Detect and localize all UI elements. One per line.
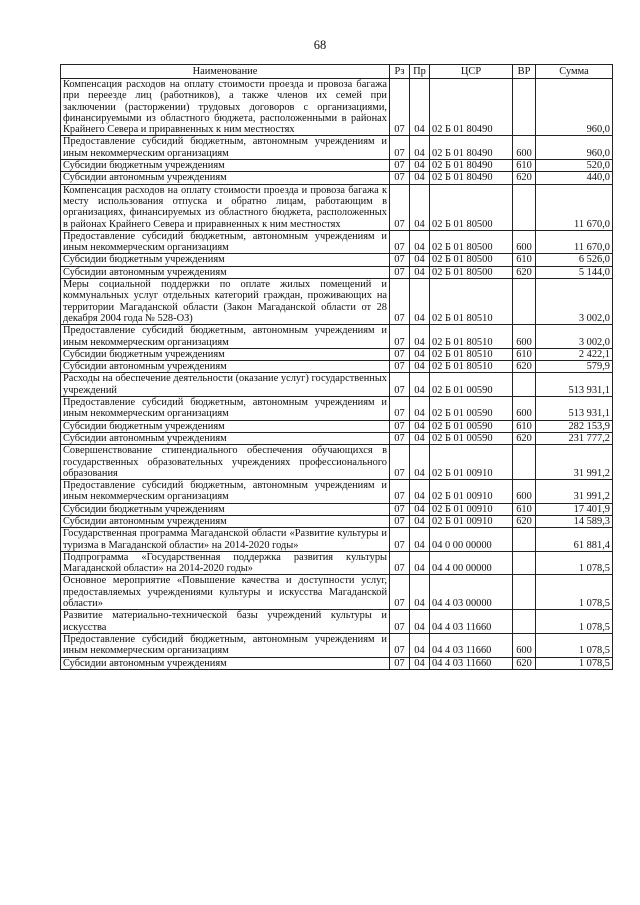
row-pr: 04 xyxy=(410,254,430,266)
row-csr: 02 Б 01 80510 xyxy=(430,361,513,373)
row-vr: 600 xyxy=(513,480,536,504)
row-rz: 07 xyxy=(390,254,410,266)
row-csr: 02 Б 01 00910 xyxy=(430,445,513,480)
row-name: Предоставление субсидий бюджетным, автономным учреждениям и иным некоммерческим организациям xyxy=(61,633,390,657)
row-pr: 04 xyxy=(410,480,430,504)
header-vr: ВР xyxy=(513,65,536,79)
row-sum: 14 589,3 xyxy=(536,515,613,527)
row-rz: 07 xyxy=(390,657,410,669)
table-row xyxy=(61,373,613,397)
row-vr: 620 xyxy=(513,515,536,527)
row-name: Предоставление субсидий бюджетным, автономным учреждениям и иным некоммерческим организациям xyxy=(61,325,390,349)
row-name: Субсидии автономным учреждениям xyxy=(61,515,390,527)
row-sum: 1 078,5 xyxy=(536,610,613,634)
row-name: Субсидии автономным учреждениям xyxy=(61,172,390,184)
row-vr xyxy=(513,184,536,230)
table-row xyxy=(61,528,613,552)
row-pr: 04 xyxy=(410,420,430,432)
row-name: Предоставление субсидий бюджетным, автономным учреждениям и иным некоммерческим организациям xyxy=(61,480,390,504)
row-pr: 04 xyxy=(410,610,430,634)
row-name: Компенсация расходов на оплату стоимости проезда и провоза багажа при переезде лиц (работников), а также членов их семей при заключении (расторжении) трудовых договоров с организациями, финансируемыми из областного бюджета, расположенными в районах Крайнего Севера и приравненных к ним местностях xyxy=(61,79,390,136)
table-row xyxy=(61,657,613,669)
row-csr: 02 Б 01 80510 xyxy=(430,348,513,360)
row-vr xyxy=(513,373,536,397)
row-pr: 04 xyxy=(410,325,430,349)
header-rz: Рз xyxy=(390,65,410,79)
row-name: Развитие материально-технической базы учреждений культуры и искусства xyxy=(61,610,390,634)
row-sum: 61 881,4 xyxy=(536,528,613,552)
table-row xyxy=(61,551,613,575)
row-csr: 02 Б 01 80490 xyxy=(430,79,513,136)
header-name: Наименование xyxy=(61,65,390,79)
row-pr: 04 xyxy=(410,657,430,669)
row-name: Субсидии автономным учреждениям xyxy=(61,266,390,278)
table-row xyxy=(61,633,613,657)
row-vr: 600 xyxy=(513,633,536,657)
row-vr xyxy=(513,575,536,610)
row-rz: 07 xyxy=(390,136,410,160)
row-name: Субсидии автономным учреждениям xyxy=(61,361,390,373)
row-csr: 02 Б 01 00910 xyxy=(430,503,513,515)
row-name: Предоставление субсидий бюджетным, автономным учреждениям и иным некоммерческим организациям xyxy=(61,397,390,421)
row-name: Предоставление субсидий бюджетным, автономным учреждениям и иным некоммерческим организациям xyxy=(61,230,390,254)
row-sum: 960,0 xyxy=(536,79,613,136)
page-number: 68 xyxy=(313,38,327,52)
row-csr: 02 Б 01 80510 xyxy=(430,279,513,325)
table-row xyxy=(61,254,613,266)
row-pr: 04 xyxy=(410,230,430,254)
table-row xyxy=(61,575,613,610)
row-sum: 1 078,5 xyxy=(536,575,613,610)
row-vr: 620 xyxy=(513,432,536,444)
row-csr: 02 Б 01 80490 xyxy=(430,160,513,172)
row-csr: 02 Б 01 00590 xyxy=(430,432,513,444)
row-vr xyxy=(513,445,536,480)
row-csr: 04 4 00 00000 xyxy=(430,551,513,575)
row-rz: 07 xyxy=(390,610,410,634)
row-pr: 04 xyxy=(410,266,430,278)
row-csr: 04 4 03 11660 xyxy=(430,610,513,634)
row-sum: 520,0 xyxy=(536,160,613,172)
row-sum: 1 078,5 xyxy=(536,633,613,657)
row-vr: 610 xyxy=(513,420,536,432)
table-row xyxy=(61,160,613,172)
row-pr: 04 xyxy=(410,160,430,172)
row-pr: 04 xyxy=(410,279,430,325)
row-rz: 07 xyxy=(390,515,410,527)
row-name: Совершенствование стипендиального обеспечения обучающихся в государственных образовательных учреждениях профессионального образования xyxy=(61,445,390,480)
table-row xyxy=(61,361,613,373)
row-vr: 620 xyxy=(513,266,536,278)
row-csr: 02 Б 01 00910 xyxy=(430,515,513,527)
table-row xyxy=(61,420,613,432)
row-sum: 31 991,2 xyxy=(536,445,613,480)
row-sum: 282 153,9 xyxy=(536,420,613,432)
row-csr: 04 4 03 11660 xyxy=(430,657,513,669)
row-pr: 04 xyxy=(410,79,430,136)
row-vr: 620 xyxy=(513,657,536,669)
row-rz: 07 xyxy=(390,528,410,552)
row-pr: 04 xyxy=(410,633,430,657)
row-vr: 620 xyxy=(513,172,536,184)
row-rz: 07 xyxy=(390,348,410,360)
table-row xyxy=(61,610,613,634)
row-vr: 600 xyxy=(513,325,536,349)
table-row xyxy=(61,172,613,184)
budget-table xyxy=(60,64,613,670)
row-csr: 02 Б 01 80500 xyxy=(430,254,513,266)
row-name: Субсидии автономным учреждениям xyxy=(61,432,390,444)
row-rz: 07 xyxy=(390,266,410,278)
row-pr: 04 xyxy=(410,445,430,480)
row-sum: 579,9 xyxy=(536,361,613,373)
row-csr: 04 4 03 11660 xyxy=(430,633,513,657)
row-csr: 02 Б 01 00590 xyxy=(430,373,513,397)
row-name: Предоставление субсидий бюджетным, автономным учреждениям и иным некоммерческим организациям xyxy=(61,136,390,160)
row-name: Субсидии бюджетным учреждениям xyxy=(61,503,390,515)
row-vr xyxy=(513,79,536,136)
row-name: Компенсация расходов на оплату стоимости проезда и провоза багажа к месту использования отпуска и обратно лицам, работающим в организациях, финансируемых из областного бюджета, расположенных в районах Крайнего Севера и приравненных к ним местностях xyxy=(61,184,390,230)
row-rz: 07 xyxy=(390,373,410,397)
row-name: Расходы на обеспечение деятельности (оказание услуг) государственных учреждений xyxy=(61,373,390,397)
table-body xyxy=(61,79,613,670)
row-sum: 1 078,5 xyxy=(536,657,613,669)
row-rz: 07 xyxy=(390,432,410,444)
row-pr: 04 xyxy=(410,136,430,160)
row-sum: 440,0 xyxy=(536,172,613,184)
row-vr: 620 xyxy=(513,361,536,373)
row-sum: 6 526,0 xyxy=(536,254,613,266)
header-csr: ЦСР xyxy=(430,65,513,79)
table-row xyxy=(61,348,613,360)
row-sum: 960,0 xyxy=(536,136,613,160)
row-name: Меры социальной поддержки по оплате жилых помещений и коммунальных услуг отдельных категорий граждан, проживающих на территории Магаданской области (Закон Магаданской области от 28 декабря 2004 года № 528-ОЗ) xyxy=(61,279,390,325)
row-pr: 04 xyxy=(410,184,430,230)
row-csr: 02 Б 01 00590 xyxy=(430,420,513,432)
table-row xyxy=(61,266,613,278)
row-vr: 600 xyxy=(513,136,536,160)
table-row xyxy=(61,279,613,325)
row-rz: 07 xyxy=(390,420,410,432)
table-row xyxy=(61,136,613,160)
row-sum: 513 931,1 xyxy=(536,373,613,397)
header-pr: Пр xyxy=(410,65,430,79)
row-csr: 02 Б 01 80500 xyxy=(430,184,513,230)
row-name: Субсидии бюджетным учреждениям xyxy=(61,348,390,360)
row-csr: 02 Б 01 80500 xyxy=(430,266,513,278)
row-vr xyxy=(513,528,536,552)
row-vr xyxy=(513,610,536,634)
row-vr: 610 xyxy=(513,160,536,172)
row-rz: 07 xyxy=(390,172,410,184)
row-pr: 04 xyxy=(410,515,430,527)
row-rz: 07 xyxy=(390,325,410,349)
row-vr xyxy=(513,551,536,575)
row-rz: 07 xyxy=(390,445,410,480)
row-vr xyxy=(513,279,536,325)
row-csr: 02 Б 01 80500 xyxy=(430,230,513,254)
row-vr: 600 xyxy=(513,230,536,254)
row-sum: 11 670,0 xyxy=(536,184,613,230)
row-sum: 3 002,0 xyxy=(536,279,613,325)
row-name: Подпрограмма «Государственная поддержка развития культуры Магаданской области» на 2014-2020 годы» xyxy=(61,551,390,575)
table-row xyxy=(61,445,613,480)
row-sum: 31 991,2 xyxy=(536,480,613,504)
row-pr: 04 xyxy=(410,551,430,575)
table-header-row xyxy=(61,65,613,79)
row-sum: 17 401,9 xyxy=(536,503,613,515)
table-row xyxy=(61,230,613,254)
table-row xyxy=(61,325,613,349)
row-rz: 07 xyxy=(390,184,410,230)
row-csr: 04 0 00 00000 xyxy=(430,528,513,552)
row-name: Государственная программа Магаданской области «Развитие культуры и туризма в Магаданской области» на 2014-2020 годы» xyxy=(61,528,390,552)
row-vr: 610 xyxy=(513,503,536,515)
row-name: Основное мероприятие «Повышение качества и доступности услуг, предоставляемых учреждениями культуры и искусства Магаданской области» xyxy=(61,575,390,610)
row-name: Субсидии автономным учреждениям xyxy=(61,657,390,669)
row-vr: 610 xyxy=(513,254,536,266)
row-rz: 07 xyxy=(390,279,410,325)
row-rz: 07 xyxy=(390,575,410,610)
row-rz: 07 xyxy=(390,633,410,657)
row-csr: 02 Б 01 00910 xyxy=(430,480,513,504)
row-pr: 04 xyxy=(410,528,430,552)
row-rz: 07 xyxy=(390,503,410,515)
row-pr: 04 xyxy=(410,361,430,373)
row-rz: 07 xyxy=(390,79,410,136)
row-name: Субсидии бюджетным учреждениям xyxy=(61,160,390,172)
row-rz: 07 xyxy=(390,361,410,373)
row-pr: 04 xyxy=(410,575,430,610)
row-sum: 1 078,5 xyxy=(536,551,613,575)
table-row xyxy=(61,397,613,421)
row-rz: 07 xyxy=(390,230,410,254)
row-csr: 02 Б 01 00590 xyxy=(430,397,513,421)
row-csr: 04 4 03 00000 xyxy=(430,575,513,610)
header-sum: Сумма xyxy=(536,65,613,79)
table-row xyxy=(61,184,613,230)
row-csr: 02 Б 01 80490 xyxy=(430,172,513,184)
row-pr: 04 xyxy=(410,172,430,184)
row-pr: 04 xyxy=(410,503,430,515)
table-row xyxy=(61,480,613,504)
row-sum: 3 002,0 xyxy=(536,325,613,349)
row-vr: 610 xyxy=(513,348,536,360)
row-name: Субсидии бюджетным учреждениям xyxy=(61,254,390,266)
row-csr: 02 Б 01 80490 xyxy=(430,136,513,160)
row-rz: 07 xyxy=(390,397,410,421)
row-vr: 600 xyxy=(513,397,536,421)
row-rz: 07 xyxy=(390,160,410,172)
row-name: Субсидии бюджетным учреждениям xyxy=(61,420,390,432)
table-row xyxy=(61,432,613,444)
row-pr: 04 xyxy=(410,397,430,421)
table-row xyxy=(61,79,613,136)
row-csr: 02 Б 01 80510 xyxy=(430,325,513,349)
table-row xyxy=(61,515,613,527)
row-sum: 2 422,1 xyxy=(536,348,613,360)
row-pr: 04 xyxy=(410,348,430,360)
row-sum: 11 670,0 xyxy=(536,230,613,254)
row-sum: 513 931,1 xyxy=(536,397,613,421)
row-sum: 231 777,2 xyxy=(536,432,613,444)
row-rz: 07 xyxy=(390,480,410,504)
row-pr: 04 xyxy=(410,432,430,444)
row-rz: 07 xyxy=(390,551,410,575)
table-row xyxy=(61,503,613,515)
row-sum: 5 144,0 xyxy=(536,266,613,278)
row-pr: 04 xyxy=(410,373,430,397)
